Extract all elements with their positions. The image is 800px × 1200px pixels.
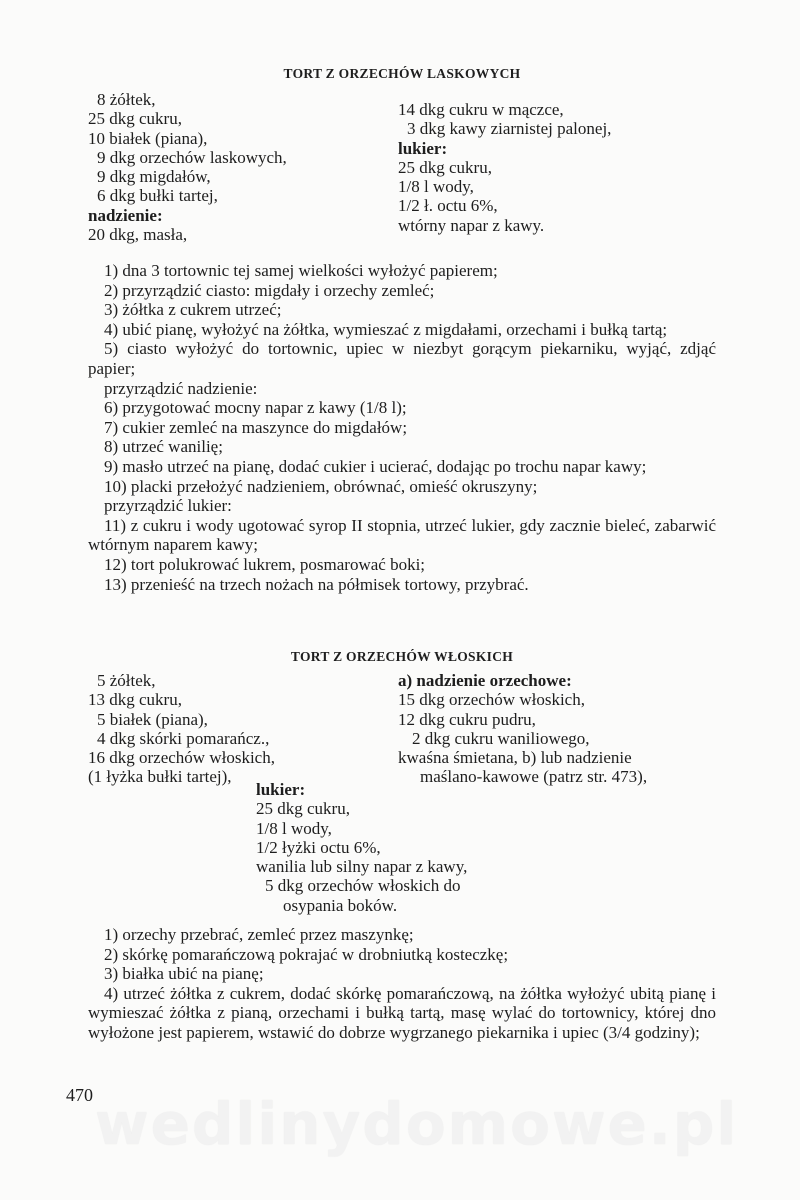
section-label: lukier: (256, 780, 306, 799)
ingredients-left (88, 671, 275, 787)
step-item: 12) tort polukrować lukrem, posmarować boki; (104, 554, 426, 574)
step-item: 7) cukier zemleć na maszynce do migdałów; (104, 417, 408, 437)
ingredient: 20 dkg, masła, (88, 225, 188, 245)
ingredient: 25 dkg cukru, (398, 157, 492, 177)
step-item: przyrządzić lukier: (104, 496, 232, 516)
ingredient: 8 żółtek, (97, 90, 156, 109)
ingredient: 1/8 l wody, (398, 177, 474, 197)
ingredient: 25 dkg cukru, (256, 799, 350, 819)
step-item: 9) masło utrzeć na pianę, dodać cukier i ucierać, dodając po trochu napar kawy; (104, 456, 647, 476)
ingredient: wanilia lub silny napar z kawy, (256, 857, 468, 877)
ingredient: osypania boków. (283, 895, 398, 915)
ingredient: (1 łyżka bułki tartej), (88, 767, 232, 787)
ingredient: 15 dkg orzechów włoskich, (398, 690, 585, 710)
step-item: 4) utrzeć żółtka z cukrem, dodać skórkę pomarańczową, na żółtka wyłożyć ubitą pianę i wymieszać żółtka z pianą, orzechami i bułką tartą, masę wylać do tortownicy, której dno wyłożone jest papierem, wstawić do dobrze wygrzanego piekarnika i upiec (3/4 godziny); (88, 983, 716, 1042)
ingredient: 5 dkg orzechów włoskich do (265, 876, 461, 896)
section-label: a) nadzienie orzechowe: (398, 671, 572, 690)
step-item: 2) skórkę pomarańczową pokrajać w drobniutką kosteczkę; (104, 944, 509, 964)
ingredient: 9 dkg migdałów, (97, 167, 211, 187)
step-item: 13) przenieść na trzech nożach na półmisek tortowy, przybrać. (104, 574, 529, 594)
step-item: przyrządzić nadzienie: (104, 378, 258, 398)
recipe-title: TORT Z ORZECHÓW LASKOWYCH (283, 66, 521, 81)
steps-list (88, 925, 716, 1043)
ingredient: 2 dkg cukru waniliowego, (412, 728, 590, 748)
watermark: wedlinydomowe.pl (95, 1090, 739, 1158)
step-item: 8) utrzeć wanilię; (104, 437, 223, 457)
page-number: 470 (66, 1085, 93, 1105)
step-item: 11) z cukru i wody ugotować syrop II stopnia, utrzeć lukier, gdy zacznie bieleć, zabarwić wtórnym naparem kawy; (88, 515, 716, 555)
step-item: 6) przygotować mocny napar z kawy (1/8 l); (104, 398, 407, 418)
ingredient: 6 dkg bułki tartej, (97, 186, 218, 206)
step-item: 2) przyrządzić ciasto: migdały i orzechy zemleć; (104, 280, 435, 300)
step-item: 4) ubić pianę, wyłożyć na żółtka, wymieszać z migdałami, orzechami i bułką tartą; (104, 319, 668, 339)
ingredients-right (398, 100, 611, 235)
ingredient: 14 dkg cukru w mączce, (398, 100, 564, 119)
ingredient: 1/8 l wody, (256, 818, 332, 838)
section-label: nadzienie: (88, 205, 163, 225)
ingredient: maślano-kawowe (patrz str. 473), (420, 767, 648, 787)
ingredient: 9 dkg orzechów laskowych, (97, 147, 287, 167)
ingredient: kwaśna śmietana, b) lub nadzienie (398, 748, 632, 768)
ingredient: 1/2 ł. octu 6%, (398, 196, 498, 216)
icing-block (256, 780, 467, 915)
ingredient: 5 białek (piana), (97, 709, 208, 729)
section-label: lukier: (398, 138, 448, 158)
ingredient: wtórny napar z kawy. (398, 215, 545, 235)
ingredients-right (398, 671, 647, 787)
step-item: 3) żółtka z cukrem utrzeć; (104, 300, 282, 320)
step-item: 1) dna 3 tortownic tej samej wielkości wyłożyć papierem; (104, 261, 498, 280)
ingredient: 10 białek (piana), (88, 128, 208, 148)
step-item: 10) placki przełożyć nadzieniem, obrównać, omieść okruszyny; (104, 476, 538, 496)
ingredients-left (88, 90, 287, 244)
ingredient: 3 dkg kawy ziarnistej palonej, (407, 119, 612, 139)
ingredient: 13 dkg cukru, (88, 690, 182, 710)
recipe-title: TORT Z ORZECHÓW WŁOSKICH (290, 649, 514, 664)
steps-list (88, 261, 716, 594)
ingredient: 25 dkg cukru, (88, 109, 182, 129)
ingredient: 12 dkg cukru pudru, (398, 709, 536, 729)
step-item: 5) ciasto wyłożyć do tortownic, upiec w niezbyt gorącym piekarniku, wyjąć, zdjąć papier; (88, 339, 716, 378)
ingredient: 4 dkg skórki pomarańcz., (97, 728, 270, 748)
step-item: 3) białka ubić na pianę; (104, 964, 264, 984)
step-item: 1) orzechy przebrać, zemleć przez maszynkę; (104, 925, 414, 944)
ingredient: 5 żółtek, (97, 671, 156, 690)
ingredient: 16 dkg orzechów włoskich, (88, 748, 275, 768)
ingredient: 1/2 łyżki octu 6%, (256, 837, 381, 857)
